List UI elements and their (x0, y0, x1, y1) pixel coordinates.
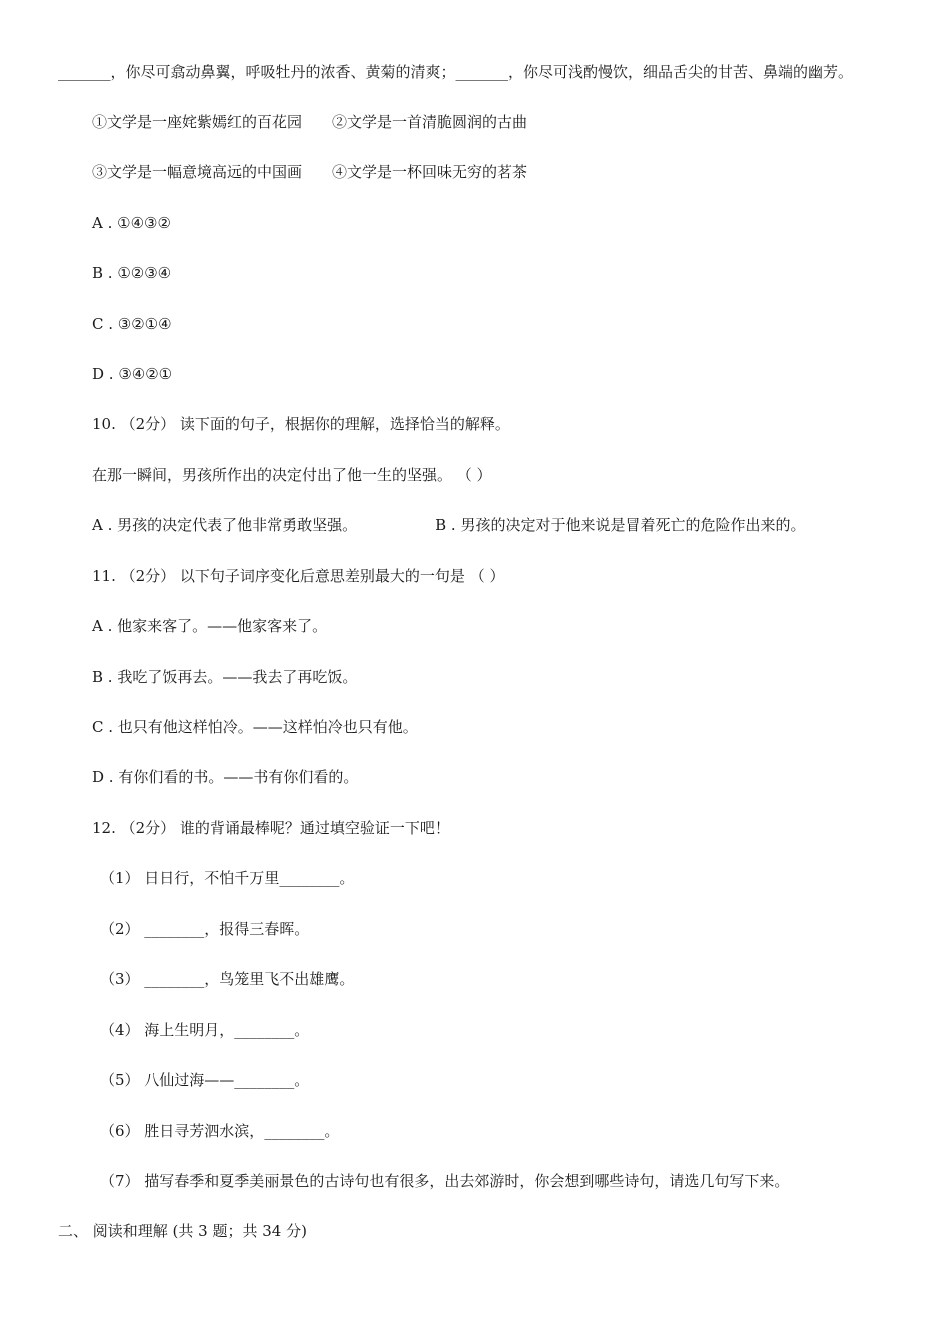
q9-items-row-1 (92, 112, 527, 132)
section-heading: 二、 阅读和理解 (共 3 题；共 34 分) (58, 1222, 307, 1240)
q9-lead: _______，你尽可翕动鼻翼，呼吸牡丹的浓香、黄菊的清爽；_______，你尽可浅酌慢饮，细品舌尖的甘苦、鼻端的幽芳。 (58, 63, 854, 81)
q9-items-row-2 (92, 162, 527, 182)
q9-item: ③文学是一幅意境高远的中国画 (92, 163, 303, 181)
q9-item: ②文学是一首清脆圆润的古曲 (332, 113, 528, 131)
q12-item-7[interactable]: （7） 描写春季和夏季美丽景色的古诗句也有很多，出去郊游时，你会想到哪些诗句，请选几句写下来。 (100, 1172, 790, 1190)
q11-option-c[interactable]: C . 也只有他这样怕冷。——这样怕冷也只有他。 (92, 718, 418, 736)
q12-item-2[interactable]: （2） ________，报得三春晖。 (100, 920, 310, 938)
q10-options-row (92, 515, 805, 535)
q11-option-a[interactable]: A . 他家来客了。——他家客来了。 (92, 617, 328, 635)
q10-option-a[interactable]: A . 男孩的决定代表了他非常勇敢坚强。 (92, 516, 358, 534)
q10-stem: 10. （2分） 读下面的句子，根据你的理解，选择恰当的解释。 (92, 415, 510, 433)
q12-item-3[interactable]: （3） ________，鸟笼里飞不出雄鹰。 (100, 970, 355, 988)
q9-option-c[interactable]: C . ③②①④ (92, 315, 172, 333)
q12-stem: 12. （2分） 谁的背诵最棒呢？通过填空验证一下吧！ (92, 819, 450, 837)
q9-option-a[interactable]: A . ①④③② (92, 214, 171, 232)
q9-item: ①文学是一座姹紫嫣红的百花园 (92, 113, 303, 131)
q12-item-5[interactable]: （5） 八仙过海——________。 (100, 1071, 310, 1089)
q9-option-b[interactable]: B . ①②③④ (92, 264, 172, 282)
q9-option-d[interactable]: D . ③④②① (92, 365, 173, 383)
q11-option-d[interactable]: D . 有你们看的书。——书有你们看的。 (92, 768, 359, 786)
q12-item-6[interactable]: （6） 胜日寻芳泗水滨，________。 (100, 1122, 340, 1140)
q9-item: ④文学是一杯回味无穷的茗茶 (332, 163, 528, 181)
q12-item-4[interactable]: （4） 海上生明月，________。 (100, 1021, 310, 1039)
q12-item-1[interactable]: （1） 日日行，不怕千万里________。 (100, 869, 355, 887)
q11-stem: 11. （2分） 以下句子词序变化后意思差别最大的一句是 （ ） (92, 567, 505, 585)
q10-option-b[interactable]: B . 男孩的决定对于他来说是冒着死亡的危险作出来的。 (435, 516, 806, 534)
q10-sentence: 在那一瞬间，男孩所作出的决定付出了他一生的坚强。 （ ） (92, 466, 492, 484)
q11-option-b[interactable]: B . 我吃了饭再去。——我去了再吃饭。 (92, 668, 358, 686)
